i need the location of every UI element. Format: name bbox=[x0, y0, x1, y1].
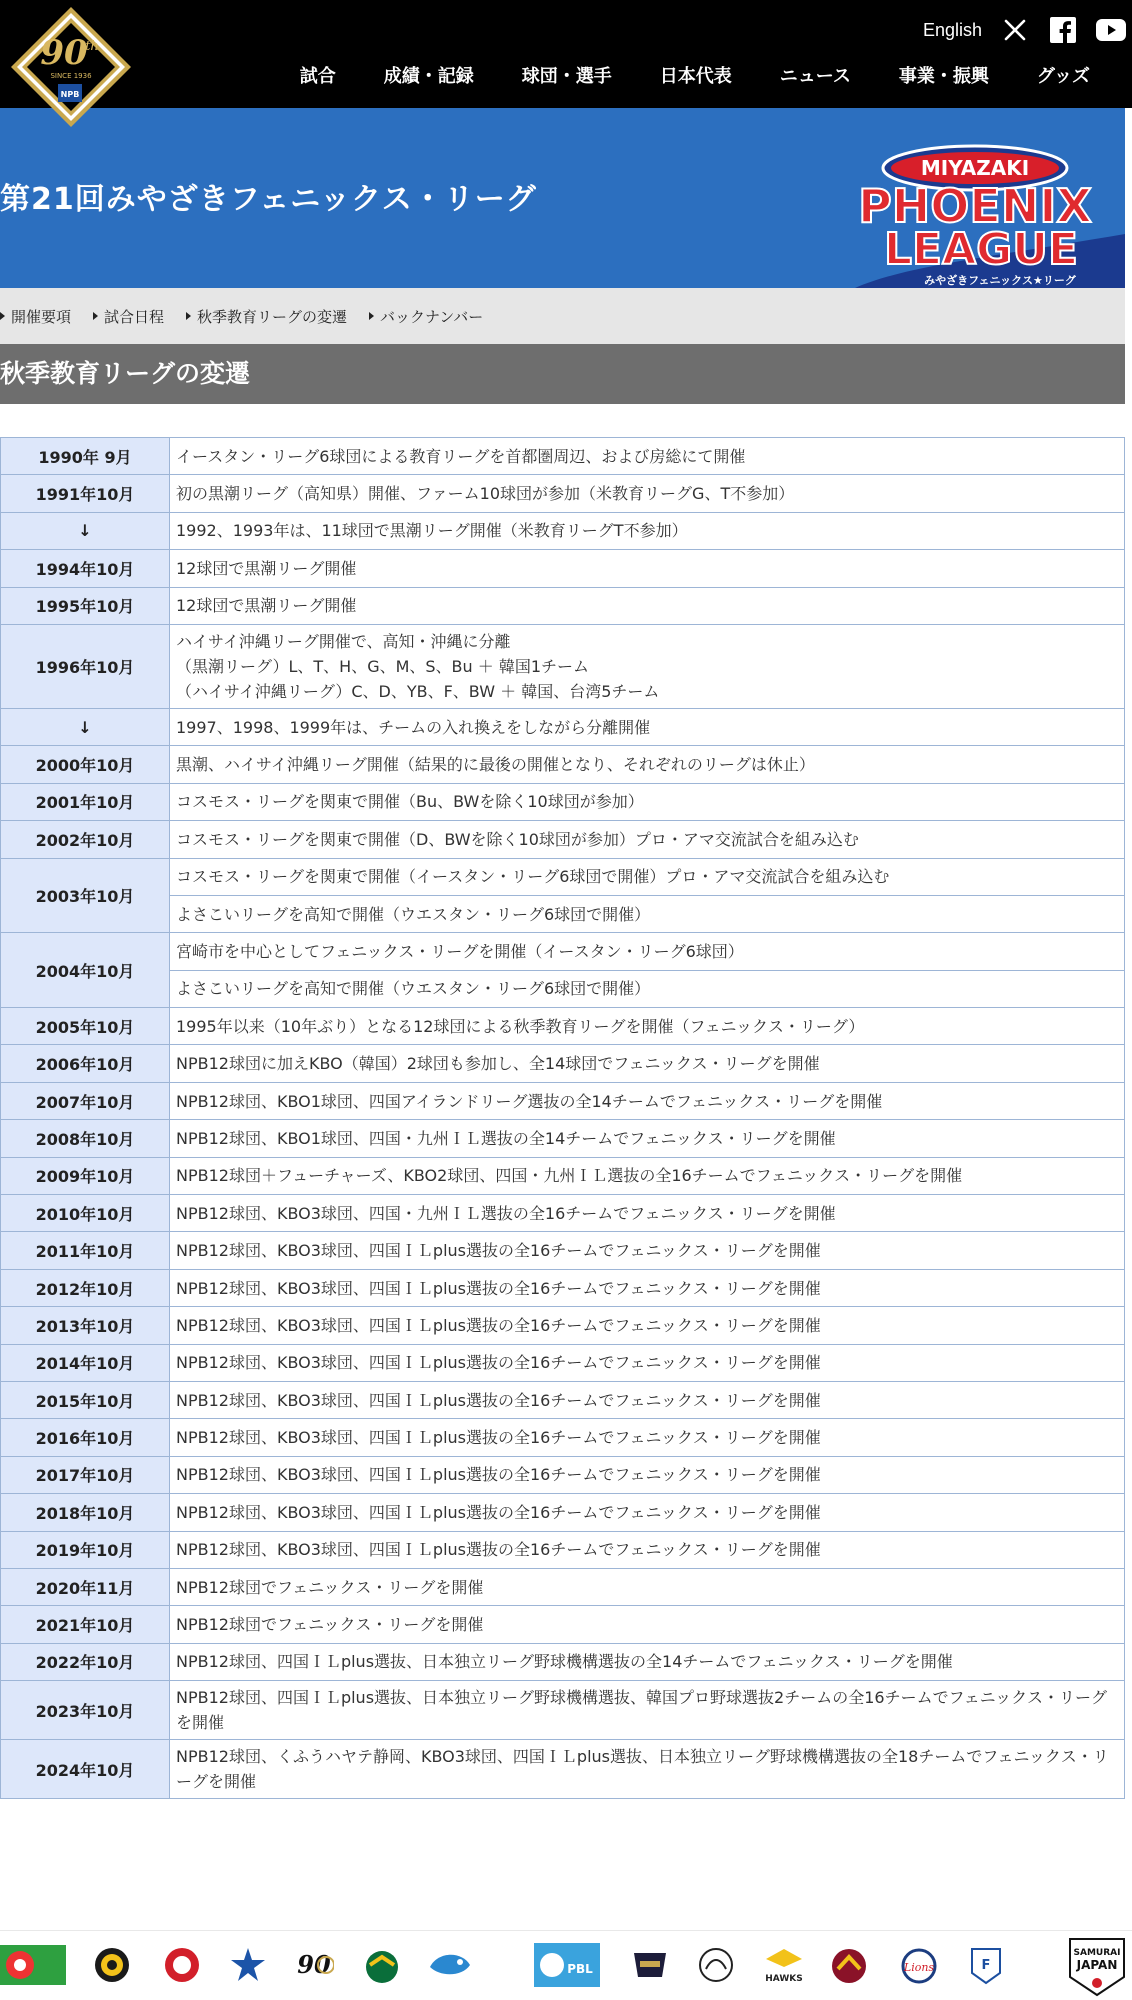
history-row bbox=[1, 438, 1125, 475]
90th-footer-logo[interactable] bbox=[294, 1947, 334, 1983]
history-year: 1994年10月 bbox=[1, 550, 170, 587]
subnav-label: バックナンバー bbox=[380, 307, 484, 326]
history-row bbox=[1, 1381, 1125, 1418]
history-year: 2016年10月 bbox=[1, 1419, 170, 1456]
history-year: 2019年10月 bbox=[1, 1531, 170, 1568]
history-description: 宮崎市を中心としてフェニックス・リーグを開催（イースタン・リーグ6球団） bbox=[170, 933, 1125, 970]
nav-goods[interactable]: グッズ bbox=[1036, 66, 1090, 87]
history-year: 2018年10月 bbox=[1, 1494, 170, 1531]
history-year: 2010年10月 bbox=[1, 1195, 170, 1232]
history-description: コスモス・リーグを関東で開催（D、BWを除く10球団が参加）プロ・アマ交流試合を組み込む bbox=[170, 821, 1125, 858]
history-description: NPB12球団＋フューチャーズ、KBO2球団、四国・九州ＩＬ選抜の全16チームでフェニックス・リーグを開催 bbox=[170, 1157, 1125, 1194]
history-row bbox=[1, 1531, 1125, 1568]
history-year: 2003年10月 bbox=[1, 858, 170, 933]
facebook-icon[interactable] bbox=[1048, 15, 1078, 45]
history-year: 2008年10月 bbox=[1, 1120, 170, 1157]
svg-text:PHOENIX: PHOENIX bbox=[858, 179, 1092, 233]
nav-stats[interactable]: 成績・記録 bbox=[383, 66, 474, 87]
section-title: 秋季教育リーグの変遷 bbox=[0, 359, 251, 388]
svg-text:F: F bbox=[981, 1958, 991, 1973]
history-row bbox=[1, 1157, 1125, 1194]
history-table bbox=[0, 437, 1125, 1799]
baystars-logo[interactable] bbox=[230, 1947, 266, 1983]
subnav-label: 試合日程 bbox=[104, 307, 165, 326]
history-description: イースタン・リーグ6球団による教育リーグを首都圏周辺、および房総にて開催 bbox=[170, 438, 1125, 475]
history-year: 1996年10月 bbox=[1, 624, 170, 708]
page-title: 第21回みやざきフェニックス・リーグ bbox=[0, 182, 537, 217]
history-row bbox=[1, 1456, 1125, 1493]
history-description: NPB12球団、四国ＩＬplus選抜、日本独立リーグ野球機構選抜、韓国プロ野球選抜2チームの全16チームでフェニックス・リーグを開催 bbox=[170, 1681, 1125, 1740]
history-year: 2020年11月 bbox=[1, 1568, 170, 1605]
npb-90th-logo[interactable] bbox=[8, 4, 134, 130]
triangle-right-icon bbox=[369, 312, 374, 320]
x-icon[interactable] bbox=[1000, 15, 1030, 45]
utility-links bbox=[923, 12, 1126, 48]
history-row bbox=[1, 1419, 1125, 1456]
history-description: 1995年以来（10年ぶり）となる12球団による秋季教育リーグを開催（フェニックス・リーグ） bbox=[170, 1008, 1125, 1045]
history-row bbox=[1, 1082, 1125, 1119]
svg-text:LEAGUE: LEAGUE bbox=[883, 224, 1079, 275]
history-year: 2002年10月 bbox=[1, 821, 170, 858]
history-description: NPB12球団でフェニックス・リーグを開催 bbox=[170, 1568, 1125, 1605]
history-year: 2000年10月 bbox=[1, 746, 170, 783]
history-year: 2009年10月 bbox=[1, 1157, 170, 1194]
english-link[interactable]: English bbox=[922, 19, 982, 40]
history-row bbox=[1, 1740, 1125, 1799]
history-row bbox=[1, 587, 1125, 624]
history-row bbox=[1, 1568, 1125, 1605]
samurai-japan-logo[interactable] bbox=[1068, 1937, 1126, 1997]
nav-teams[interactable]: 球団・選手 bbox=[521, 66, 612, 87]
history-row bbox=[1, 858, 1125, 895]
history-description: NPB12球団、KBO1球団、四国・九州ＩＬ選抜の全14チームでフェニックス・リーグを開催 bbox=[170, 1120, 1125, 1157]
history-description: NPB12球団、KBO1球団、四国アイランドリーグ選抜の全14チームでフェニックス・リーグを開催 bbox=[170, 1082, 1125, 1119]
history-description: ハイサイ沖縄リーグ開催で、高知・沖縄に分離 （黒潮リーグ）L、T、H、G、M、S、Bu ＋ 韓国1チーム （ハイサイ沖縄リーグ）C、D、YB、F、BW ＋ 韓国、台湾5チーム bbox=[170, 624, 1125, 708]
history-year: 2012年10月 bbox=[1, 1269, 170, 1306]
history-year: 2005年10月 bbox=[1, 1008, 170, 1045]
triangle-right-icon bbox=[0, 312, 5, 320]
history-row bbox=[1, 1344, 1125, 1381]
phoenix-league-logo bbox=[825, 138, 1125, 306]
history-year: 1990年 9月 bbox=[1, 438, 170, 475]
youtube-icon[interactable] bbox=[1096, 15, 1126, 45]
history-row bbox=[1, 475, 1125, 512]
history-year: ↓ bbox=[1, 512, 170, 549]
history-row bbox=[1, 550, 1125, 587]
page-banner bbox=[0, 108, 1125, 288]
history-description: 12球団で黒潮リーグ開催 bbox=[170, 550, 1125, 587]
history-row bbox=[1, 970, 1125, 1007]
svg-text:みやざきフェニックス★リーグ: みやざきフェニックス★リーグ bbox=[924, 274, 1076, 287]
history-description: NPB12球団でフェニックス・リーグを開催 bbox=[170, 1606, 1125, 1643]
history-year: 1995年10月 bbox=[1, 587, 170, 624]
history-description: NPB12球団、KBO3球団、四国ＩＬplus選抜の全16チームでフェニックス・リーグを開催 bbox=[170, 1419, 1125, 1456]
svg-text:SINCE 1936: SINCE 1936 bbox=[50, 72, 92, 80]
history-row bbox=[1, 1643, 1125, 1680]
history-row bbox=[1, 1681, 1125, 1740]
history-description: コスモス・リーグを関東で開催（イースタン・リーグ6球団で開催）プロ・アマ交流試合を組み込む bbox=[170, 858, 1125, 895]
svg-text:th: th bbox=[85, 39, 99, 54]
marines-logo[interactable] bbox=[698, 1947, 734, 1983]
subnav-history[interactable] bbox=[186, 306, 347, 327]
pbl-logo[interactable] bbox=[534, 1943, 600, 1987]
history-year: 2014年10月 bbox=[1, 1344, 170, 1381]
subnav-back-numbers[interactable] bbox=[369, 306, 483, 327]
history-description: NPB12球団、KBO3球団、四国ＩＬplus選抜の全16チームでフェニックス・リーグを開催 bbox=[170, 1269, 1125, 1306]
history-year: 2004年10月 bbox=[1, 933, 170, 1008]
history-description: NPB12球団、KBO3球団、四国ＩＬplus選抜の全16チームでフェニックス・リーグを開催 bbox=[170, 1307, 1125, 1344]
history-description: NPB12球団、KBO3球団、四国・九州ＩＬ選抜の全16チームでフェニックス・リーグを開催 bbox=[170, 1195, 1125, 1232]
top-header bbox=[0, 0, 1132, 108]
svg-text:NPB: NPB bbox=[60, 90, 80, 99]
svg-text:Lions: Lions bbox=[903, 1961, 935, 1974]
history-year: 2021年10月 bbox=[1, 1606, 170, 1643]
history-row bbox=[1, 1232, 1125, 1269]
svg-text:90: 90 bbox=[40, 33, 88, 73]
subnav-label: 開催要項 bbox=[11, 307, 72, 326]
history-year: 2013年10月 bbox=[1, 1307, 170, 1344]
history-year: 2017年10月 bbox=[1, 1456, 170, 1493]
svg-text:MIYAZAKI: MIYAZAKI bbox=[920, 156, 1030, 180]
team-logo-1[interactable] bbox=[0, 1945, 66, 1985]
lions-logo[interactable] bbox=[900, 1947, 938, 1985]
sub-nav bbox=[0, 288, 1125, 344]
svg-text:JAPAN: JAPAN bbox=[1076, 1958, 1118, 1972]
buffaloes-logo[interactable] bbox=[630, 1947, 670, 1983]
nav-national-team[interactable]: 日本代表 bbox=[659, 66, 732, 87]
svg-text:PBL: PBL bbox=[567, 1962, 593, 1976]
history-description: NPB12球団、KBO3球団、四国ＩＬplus選抜の全16チームでフェニックス・リーグを開催 bbox=[170, 1344, 1125, 1381]
hawks-logo[interactable] bbox=[764, 1947, 804, 1985]
subnav-schedule[interactable] bbox=[93, 306, 164, 327]
team-logos-footer bbox=[0, 1930, 1132, 2000]
history-row bbox=[1, 746, 1125, 783]
history-row bbox=[1, 821, 1125, 858]
history-year: 2023年10月 bbox=[1, 1681, 170, 1740]
history-description: NPB12球団に加えKBO（韓国）2球団も参加し、全14球団でフェニックス・リーグを開催 bbox=[170, 1045, 1125, 1082]
history-row bbox=[1, 895, 1125, 932]
history-year: ↓ bbox=[1, 708, 170, 745]
history-description: NPB12球団、KBO3球団、四国ＩＬplus選抜の全16チームでフェニックス・リーグを開催 bbox=[170, 1456, 1125, 1493]
history-row bbox=[1, 1008, 1125, 1045]
swallows-logo[interactable] bbox=[364, 1947, 400, 1985]
nav-games[interactable]: 試合 bbox=[299, 66, 336, 87]
history-year: 2022年10月 bbox=[1, 1643, 170, 1680]
history-year: 2015年10月 bbox=[1, 1381, 170, 1418]
history-year: 2007年10月 bbox=[1, 1082, 170, 1119]
history-row bbox=[1, 1045, 1125, 1082]
triangle-right-icon bbox=[186, 312, 191, 320]
tigers-logo[interactable] bbox=[94, 1947, 130, 1983]
history-description: 1992、1993年は、11球団で黒潮リーグ開催（米教育リーグT不参加） bbox=[170, 512, 1125, 549]
subnav-overview[interactable] bbox=[0, 306, 71, 327]
history-row bbox=[1, 1494, 1125, 1531]
history-description: NPB12球団、KBO3球団、四国ＩＬplus選抜の全16チームでフェニックス・リーグを開催 bbox=[170, 1531, 1125, 1568]
nav-news[interactable]: ニュース bbox=[779, 66, 851, 87]
history-description: コスモス・リーグを関東で開催（Bu、BWを除く10球団が参加） bbox=[170, 783, 1125, 820]
history-row bbox=[1, 933, 1125, 970]
history-row bbox=[1, 783, 1125, 820]
history-row bbox=[1, 1195, 1125, 1232]
history-description: 黒潮、ハイサイ沖縄リーグ開催（結果的に最後の開催となり、それぞれのリーグは休止） bbox=[170, 746, 1125, 783]
history-year: 1991年10月 bbox=[1, 475, 170, 512]
history-year: 2006年10月 bbox=[1, 1045, 170, 1082]
history-row bbox=[1, 1307, 1125, 1344]
history-year: 2011年10月 bbox=[1, 1232, 170, 1269]
history-year: 2001年10月 bbox=[1, 783, 170, 820]
history-description: よさこいリーグを高知で開催（ウエスタン・リーグ6球団で開催） bbox=[170, 895, 1125, 932]
dragons-logo[interactable] bbox=[428, 1947, 472, 1983]
history-row bbox=[1, 624, 1125, 708]
history-row bbox=[1, 1606, 1125, 1643]
history-row bbox=[1, 512, 1125, 549]
triangle-right-icon bbox=[93, 312, 98, 320]
carp-logo[interactable] bbox=[164, 1947, 200, 1983]
section-heading bbox=[0, 344, 1125, 404]
svg-text:HAWKS: HAWKS bbox=[765, 1974, 803, 1984]
history-description: よさこいリーグを高知で開催（ウエスタン・リーグ6球団で開催） bbox=[170, 970, 1125, 1007]
history-row bbox=[1, 708, 1125, 745]
eagles-logo[interactable] bbox=[830, 1947, 868, 1985]
history-description: 1997、1998、1999年は、チームの入れ換えをしながら分離開催 bbox=[170, 708, 1125, 745]
svg-text:90: 90 bbox=[297, 1950, 331, 1979]
history-description: 初の黒潮リーグ（高知県）開催、ファーム10球団が参加（米教育リーグG、T不参加） bbox=[170, 475, 1125, 512]
fighters-logo[interactable] bbox=[966, 1947, 1006, 1985]
history-row bbox=[1, 1269, 1125, 1306]
nav-business[interactable]: 事業・振興 bbox=[898, 66, 989, 87]
history-year: 2024年10月 bbox=[1, 1740, 170, 1799]
main-nav bbox=[276, 60, 1114, 94]
subnav-label: 秋季教育リーグの変遷 bbox=[197, 307, 348, 326]
history-description: NPB12球団、くふうハヤテ静岡、KBO3球団、四国ＩＬplus選抜、日本独立リーグ野球機構選抜の全18チームでフェニックス・リーグを開催 bbox=[170, 1740, 1125, 1799]
history-description: NPB12球団、KBO3球団、四国ＩＬplus選抜の全16チームでフェニックス・リーグを開催 bbox=[170, 1232, 1125, 1269]
history-description: NPB12球団、KBO3球団、四国ＩＬplus選抜の全16チームでフェニックス・リーグを開催 bbox=[170, 1381, 1125, 1418]
history-row bbox=[1, 1120, 1125, 1157]
history-description: NPB12球団、KBO3球団、四国ＩＬplus選抜の全16チームでフェニックス・リーグを開催 bbox=[170, 1494, 1125, 1531]
svg-text:SAMURAI: SAMURAI bbox=[1073, 1948, 1121, 1958]
history-description: NPB12球団、四国ＩＬplus選抜、日本独立リーグ野球機構選抜の全14チームでフェニックス・リーグを開催 bbox=[170, 1643, 1125, 1680]
history-description: 12球団で黒潮リーグ開催 bbox=[170, 587, 1125, 624]
